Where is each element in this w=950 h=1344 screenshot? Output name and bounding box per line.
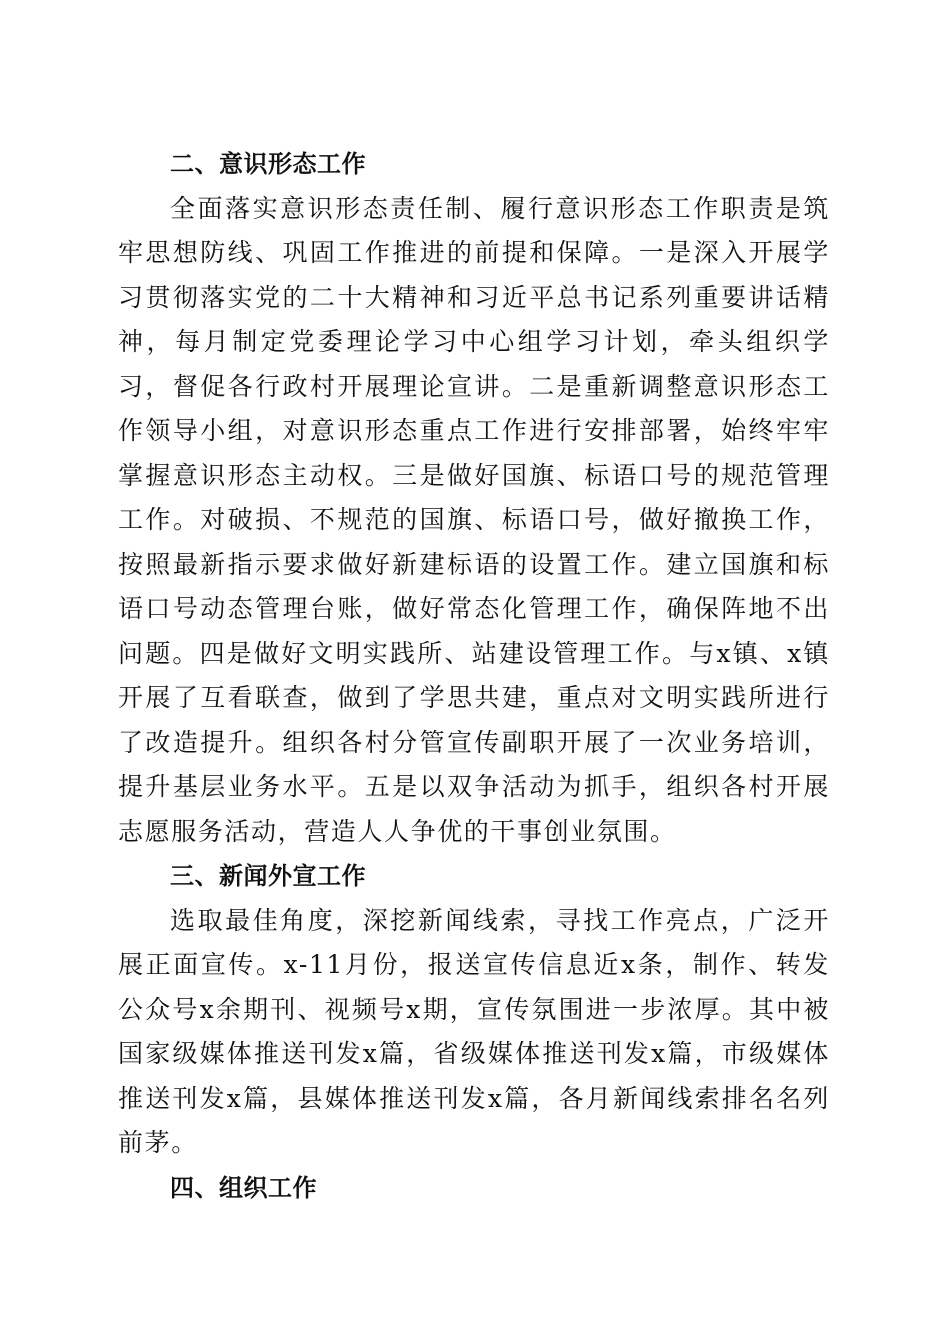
section-heading-organization: 四、组织工作: [170, 1173, 317, 1202]
section-paragraph-ideology: 全面落实意识形态责任制、履行意识形态工作职责是筑牢思想防线、巩固工作推进的前提和保障。一是深入开展学习贯彻落实党的二十大精神和习近平总书记系列重要讲话精神，每月制定党委理论学习中心组学习计划，牵头组织学习，督促各行政村开展理论宣讲。二是重新调整意识形态工作领导小组，对意识形态重点工作进行安排部署，始终牢牢掌握意识形态主动权。三是做好国旗、标语口号的规范管理工作。对破损、不规范的国旗、标语口号，做好撤换工作，按照最新指示要求做好新建标语的设置工作。建立国旗和标语口号动态管理台账，做好常态化管理工作，确保阵地不出问题。四是做好文明实践所、站建设管理工作。与x镇、x镇开展了互看联查，做到了学思共建，重点对文明实践所进行了改造提升。组织各村分管宣传副职开展了一次业务培训，提升基层业务水平。五是以双争活动为抓手，组织各村开展志愿服务活动，营造人人争优的干事创业氛围。: [118, 193, 830, 846]
document-body: [118, 142, 830, 1210]
section-paragraph-news-publicity: 选取最佳角度，深挖新闻线索，寻找工作亮点，广泛开展正面宣传。x-11月份，报送宣传信息近x条，制作、转发公众号x余期刊、视频号x期，宣传氛围进一步浓厚。其中被国家级媒体推送刊发x篇，省级媒体推送刊发x篇，市级媒体推送刊发x篇，县媒体推送刊发x篇，各月新闻线索排名名列前茅。: [118, 905, 830, 1157]
section-heading-news-publicity: 三、新闻外宣工作: [170, 862, 366, 890]
section-heading-ideology: 二、意识形态工作: [170, 150, 366, 178]
